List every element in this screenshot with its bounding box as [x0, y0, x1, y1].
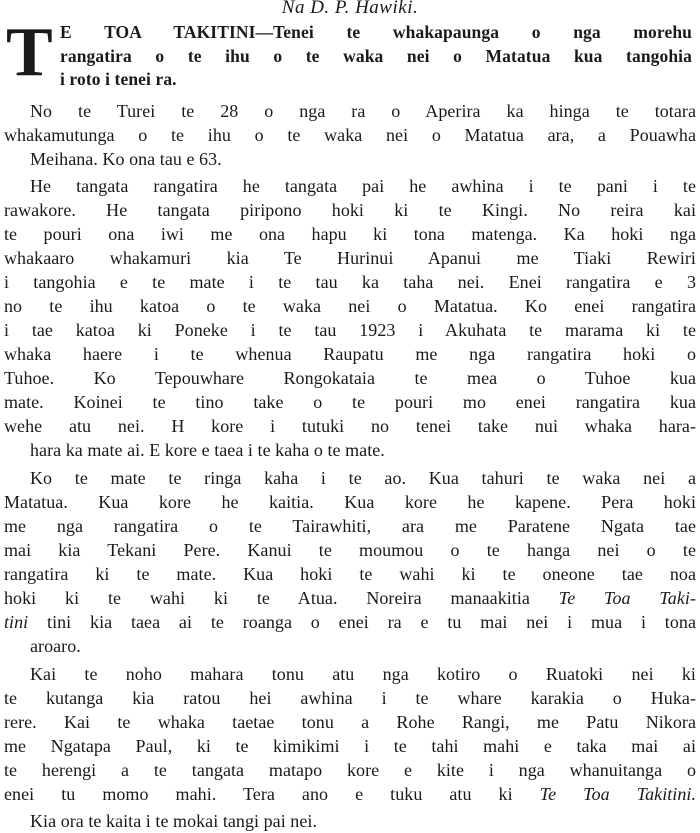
drop-cap: T: [6, 14, 53, 91]
text-line: Ko te mate te ringa kaha i te ao. Kua tahuri te waka nei a: [30, 468, 696, 488]
text-line: mate. Koinei te tino take o te pouri mo enei rangatira kua: [4, 392, 696, 412]
text-segment: tini kia taea ai te roanga o enei ra e tu mai nei i mua i tona: [47, 612, 696, 632]
text-line: i tae katoa ki Poneke i te tau 1923 i Akuhata te marama ki te: [4, 320, 696, 340]
text-line: i tangohia e te mate i te tau ka taha nei. Enei rangatira e 3: [4, 272, 696, 292]
lead-line: rangatira o te ihu o te waka nei o Matatua kua tangohia: [60, 45, 692, 66]
text-line: me Ngatapa Paul, ki te kimikimi i te tahi mahi e taka mai ai: [4, 736, 696, 756]
text-line: Kia ora te kaita i te mokai tangi pai nei.: [30, 811, 317, 831]
text-line: rangatira ki te mate. Kua hoki te wahi ki te oneone tae noa: [4, 564, 696, 584]
text-line: [4, 610, 696, 634]
publication-title: tini: [4, 612, 29, 632]
text-line: He tangata rangatira he tangata pai he awhina i te pani i te: [30, 176, 696, 196]
text-line: me nga rangatira o te Tairawhiti, ara me Paratene Ngata tae: [4, 516, 696, 536]
publication-title: Te Toa Taki-: [558, 588, 696, 608]
text-line: No te Turei te 28 o nga ra o Aperira ka hinga te totara: [30, 101, 696, 121]
byline: Na D. P. Hawiki.: [281, 0, 419, 18]
text-line: Meihana. Ko ona tau e 63.: [30, 149, 222, 169]
paragraph-5: [4, 809, 696, 833]
lead-paragraph: [4, 14, 696, 93]
text-segment: hoki ki te wahi ki te Atua. Noreira manaakitia: [4, 588, 559, 608]
text-line: wehe atu nei. H kore i tutuki no tenei take nui whaka hara-: [4, 416, 696, 436]
text-line: whakamutunga o te ihu o te waka nei o Matatua ara, a Pouawha: [4, 125, 696, 145]
text-line: rere. Kai te whaka taetae tonu a Rohe Rangi, me Patu Nikora: [4, 712, 696, 732]
text-line: whaka haere i te whenua Raupatu me nga rangatira hoki o: [4, 344, 696, 364]
text-line: mai kia Tekani Pere. Kanui te moumou o te hanga nei o te: [4, 540, 696, 560]
paragraph-1: [4, 99, 696, 171]
lead-line: E TOA TAKITINI—Tenei te whakapaunga o nga morehu: [60, 22, 692, 42]
publication-title: Te Toa Takitini.: [539, 784, 696, 804]
text-line: te herengi a te tangata matapo kore e kite i nga whanuitanga o: [4, 760, 696, 780]
lead-text: [60, 21, 692, 92]
text-line: Kai te noho mahara tonu atu nga kotiro o Ruatoki nei ki: [30, 664, 696, 684]
text-line: whakaaro whakamuri kia Te Hurinui Apanui me Tiaki Rewiri: [4, 248, 696, 268]
lead-line: i roto i tenei ra.: [60, 69, 177, 89]
text-line: Matatua. Kua kore he kaitia. Kua kore he kapene. Pera hoki: [4, 492, 696, 512]
text-line: aroaro.: [30, 636, 81, 656]
paragraph-4: [4, 662, 696, 806]
text-line: te kutanga kia ratou hei awhina i te whare karakia o Huka-: [4, 688, 696, 708]
text-line: hara ka mate ai. E kore e taea i te kaha o te mate.: [30, 440, 385, 460]
text-line: no te ihu katoa o te waka nei o Matatua. Ko enei rangatira: [4, 296, 696, 316]
paragraph-2: [4, 174, 696, 462]
text-line: [4, 782, 696, 806]
text-segment: enei tu momo mahi. Tera ano e tuku atu ki: [4, 784, 540, 804]
text-line: [4, 586, 696, 610]
text-line: Tuhoe. Ko Tepouwhare Rongokataia te mea o Tuhoe kua: [4, 368, 696, 388]
text-line: te pouri ona iwi me ona hapu ki tona matenga. Ka hoki nga: [4, 224, 696, 244]
paragraph-3: [4, 466, 696, 658]
text-line: rawakore. He tangata piripono hoki ki te Kingi. No reira kai: [4, 200, 696, 220]
